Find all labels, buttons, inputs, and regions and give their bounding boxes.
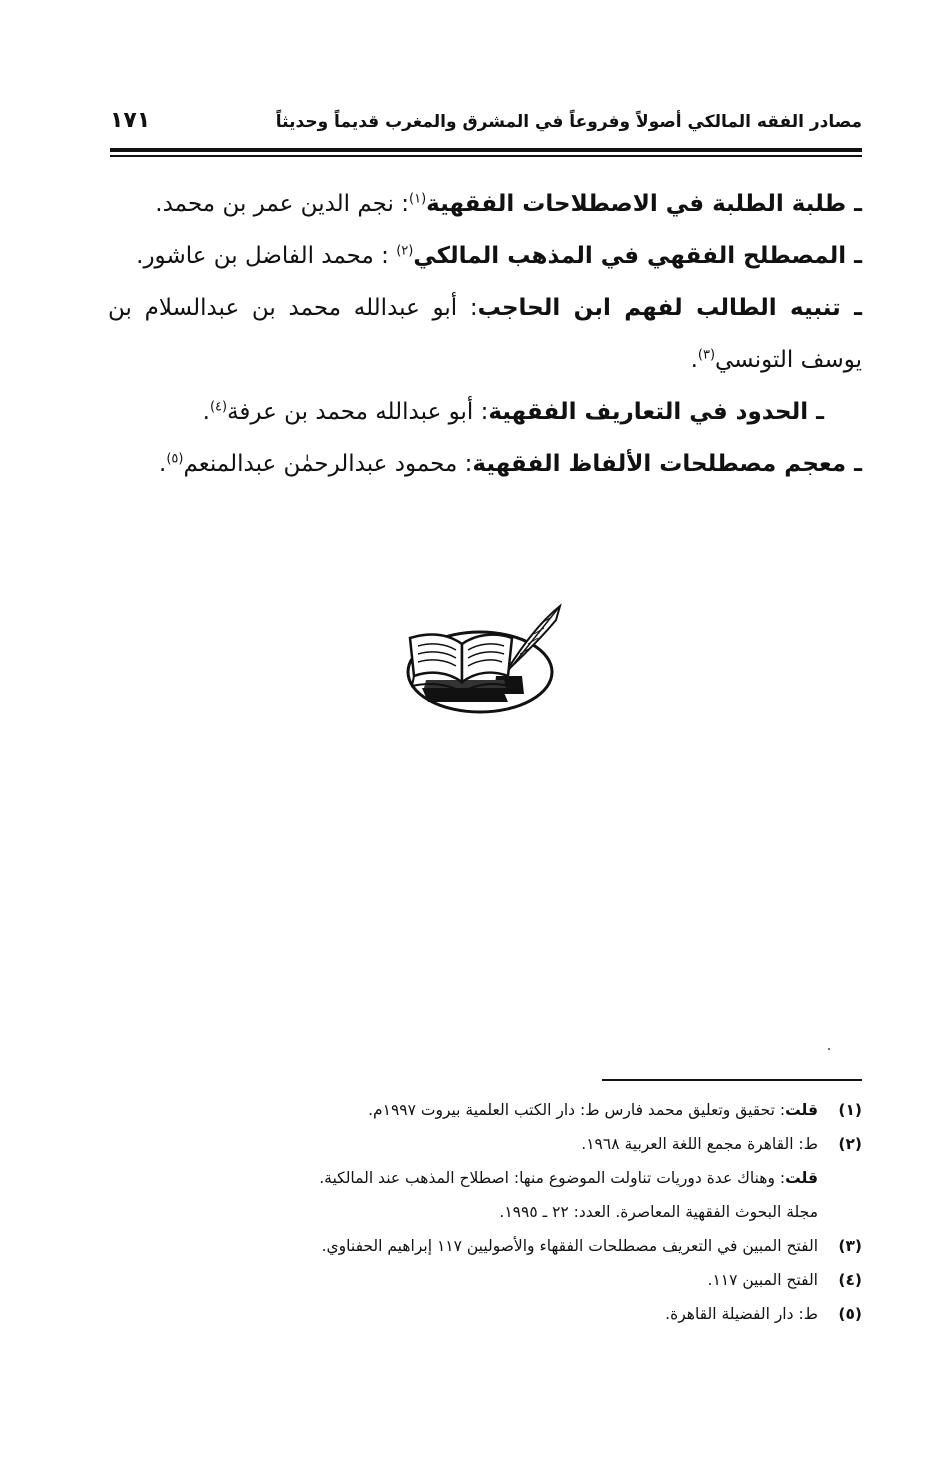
footnote-item — [130, 1263, 862, 1297]
footnote-marker: (١) — [838, 1101, 862, 1119]
running-title: مصادر الفقه المالكي أصولاً وفروعاً في المشرق والمغرب قديماً وحديثاً — [275, 112, 862, 132]
entry-author: : أبو عبدالله محمد بن عبدالسلام بن يوسف التونسي — [108, 295, 862, 373]
entry-title: المصطلح الفقهي في المذهب المالكي — [413, 243, 847, 269]
footnote-text: ط: دار الفضيلة القاهرة. — [665, 1305, 818, 1323]
footnote-label: قلت — [785, 1169, 818, 1187]
entry-dash: ـ — [840, 295, 863, 321]
footnote-body: : تحقيق وتعليق محمد فارس ط: دار الكتب العلمية بيروت ١٩٩٧م. — [368, 1101, 786, 1119]
entry-end: . — [159, 451, 167, 477]
list-item — [108, 230, 862, 282]
footnote-marker: (٣) — [838, 1237, 862, 1255]
list-item — [108, 438, 862, 490]
footnote-item — [130, 1127, 862, 1161]
entry-title: طلبة الطلبة في الاصطلاحات الفقهية — [426, 191, 847, 217]
entry-author: : نجم الدين عمر بن محمد. — [155, 191, 409, 217]
entry-dash: ـ — [846, 243, 862, 269]
entry-dash: ـ — [846, 451, 862, 477]
footnote-text — [130, 1093, 818, 1127]
entry-dash: ـ — [846, 191, 862, 217]
footnote-item — [130, 1229, 862, 1263]
footnotes — [130, 1093, 862, 1331]
footnote-ref[interactable]: (٥) — [166, 451, 184, 467]
entry-title: تنبيه الطالب لفهم ابن الحاجب — [477, 295, 841, 321]
book-and-quill-icon — [400, 602, 570, 720]
entry-end: . — [690, 347, 698, 373]
header-rule-thick — [110, 148, 862, 152]
footnote-ref[interactable]: (٢) — [396, 243, 414, 259]
footnote-body: : وهناك عدة دوريات تناولت الموضوع منها: اصطلاح المذهب عند المالكية. — [319, 1169, 786, 1187]
footnote-rule — [602, 1079, 862, 1081]
entry-author: : أبو عبدالله محمد بن عرفة — [227, 399, 489, 425]
entry-title: معجم مصطلحات الألفاظ الفقهية — [472, 451, 847, 477]
footnote-marker: (٥) — [838, 1305, 862, 1323]
footnote-continuation — [130, 1161, 862, 1195]
footnote-marker: (٢) — [838, 1135, 862, 1153]
entry-title: الحدود في التعاريف الفقهية — [488, 399, 809, 425]
page-header — [110, 108, 862, 144]
footnote-ref[interactable]: (١) — [409, 191, 427, 207]
entry-author: : محمد الفاضل بن عاشور. — [136, 243, 397, 269]
entry-end: . — [202, 399, 210, 425]
header-rule-thin — [110, 155, 862, 157]
footnote-label: قلت — [785, 1101, 818, 1119]
footnote-ref[interactable]: (٣) — [697, 347, 716, 363]
page-number: ١٧١ — [110, 108, 151, 133]
list-item — [108, 386, 862, 438]
scan-speck — [828, 1048, 830, 1050]
footnote-continuation: مجلة البحوث الفقهية المعاصرة. العدد: ٢٢ ـ ١٩٩٥. — [499, 1203, 818, 1221]
footnote-item — [130, 1297, 862, 1331]
entry-dash: ـ — [808, 399, 824, 425]
list-item — [108, 282, 862, 386]
entry-author: : محمود عبدالرحمٰن عبدالمنعم — [183, 451, 473, 477]
list-item — [108, 178, 862, 230]
main-text — [108, 178, 862, 490]
footnote-text: الفتح المبين ١١٧. — [707, 1271, 818, 1289]
footnote-text: ط: القاهرة مجمع اللغة العربية ١٩٦٨. — [581, 1135, 818, 1153]
footnote-item — [130, 1093, 862, 1127]
footnote-ref[interactable]: (٤) — [209, 399, 228, 415]
footnote-text: الفتح المبين في التعريف مصطلحات الفقهاء والأصوليين ١١٧ إبراهيم الحفناوي. — [321, 1237, 818, 1255]
footnote-marker: (٤) — [838, 1271, 862, 1289]
